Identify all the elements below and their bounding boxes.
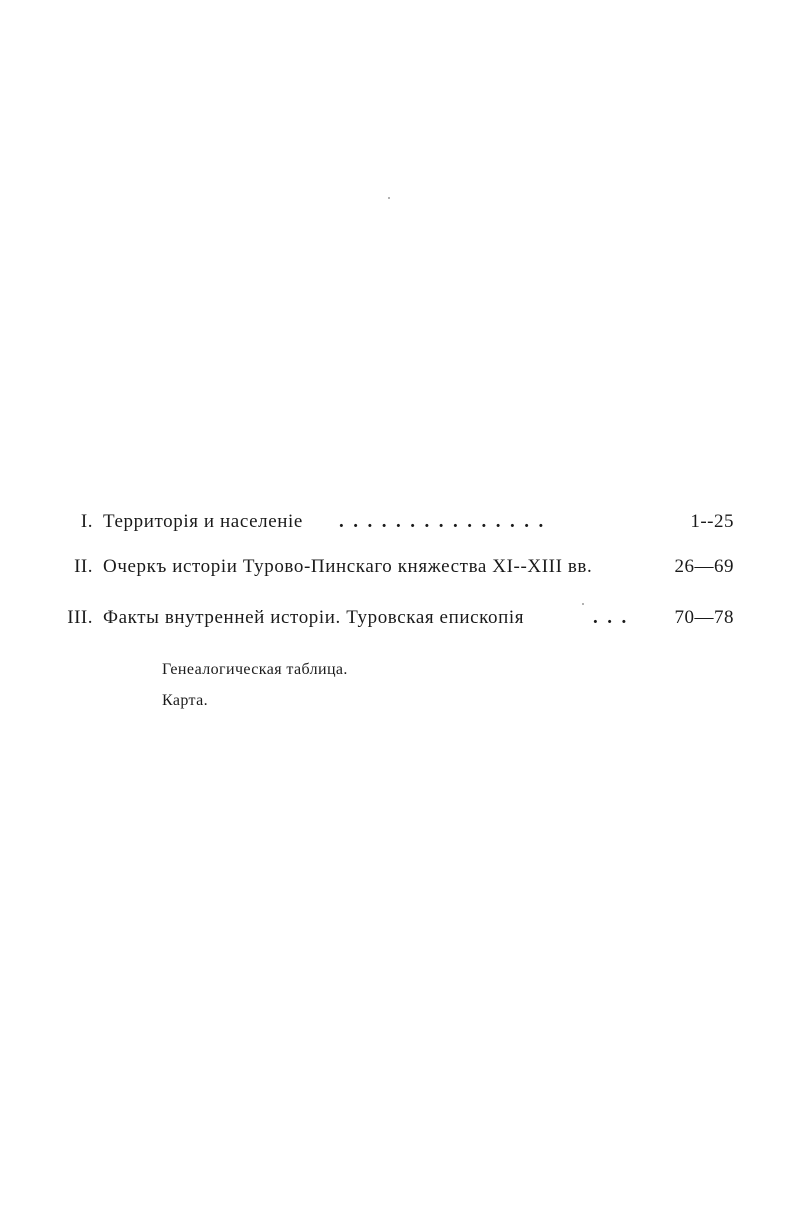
appendix-genealogical-table: Генеалогическая таблица. <box>162 661 348 678</box>
page-range: 1--25 <box>690 511 734 532</box>
toc-entry <box>0 507 800 537</box>
chapter-title: Факты внутренней исторіи. Туровская епископія <box>103 607 525 628</box>
paper-speck <box>582 603 584 605</box>
chapter-numeral: III. <box>67 607 93 628</box>
chapter-title: Очеркъ исторіи Турово-Пинскаго княжества XI--XIII вв. <box>103 556 593 577</box>
chapter-numeral: I. <box>80 511 93 532</box>
dot-leader: ............... <box>339 511 553 532</box>
paper-speck <box>388 197 390 199</box>
page-range: 26—69 <box>674 556 734 577</box>
chapter-numeral: II. <box>74 556 93 577</box>
toc-entry <box>0 603 800 633</box>
appendix-map: Карта. <box>162 692 209 709</box>
page-range: 70—78 <box>674 607 734 628</box>
dot-leader: ... <box>593 607 636 628</box>
toc-entry <box>0 552 800 582</box>
chapter-title: Территорія и населеніе <box>103 511 303 532</box>
